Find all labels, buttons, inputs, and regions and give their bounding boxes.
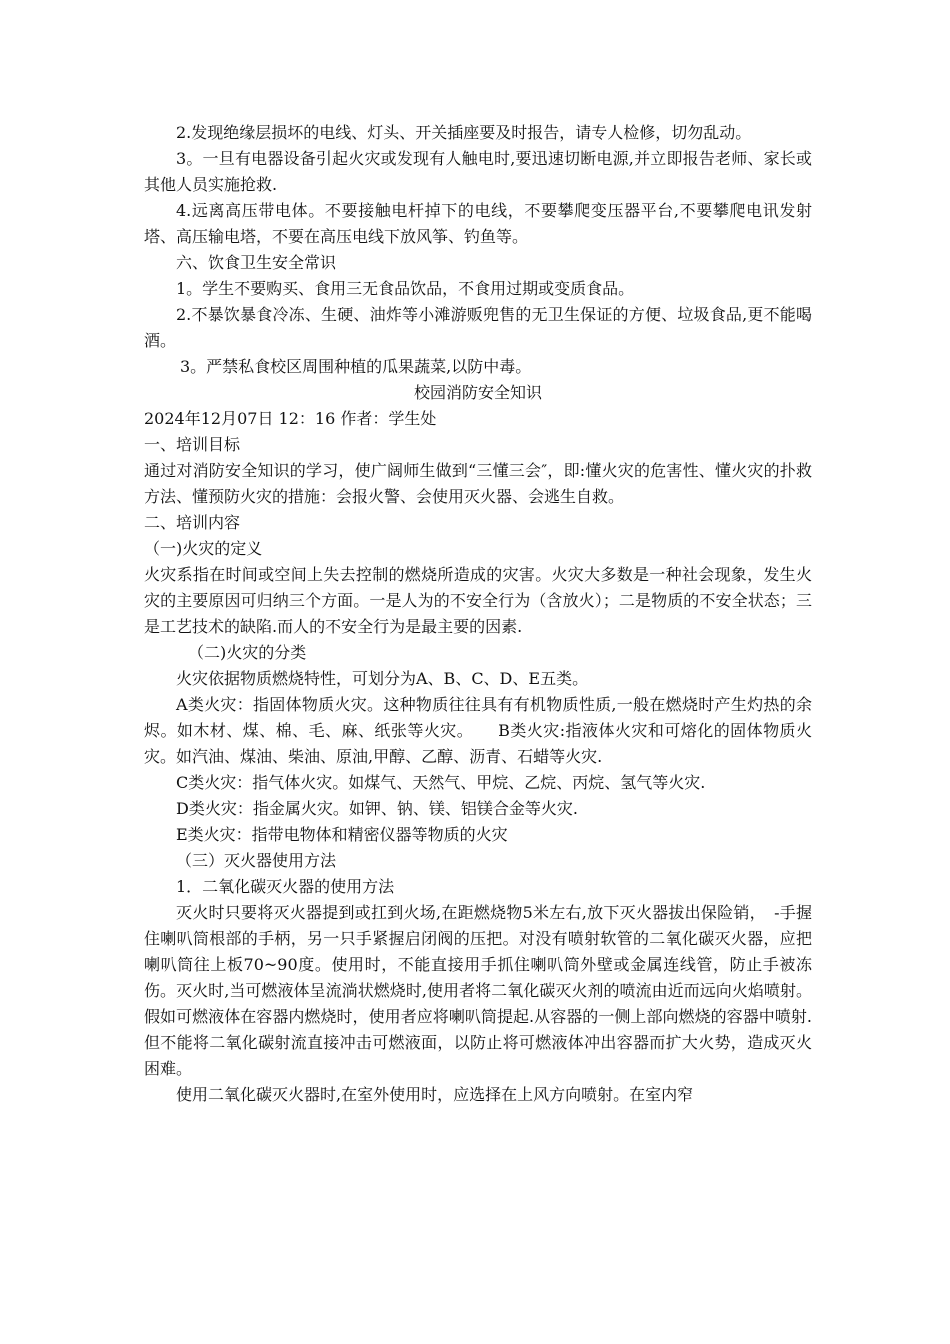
heading-co2-usage: 1．二氧化碳灭火器的使用方法 — [176, 877, 395, 896]
paragraph-electric-3: 3。一旦有电器设备引起火灾或发现有人触电时,要迅速切断电源,并立即报告老师、家长或其他人员实施抢救. — [144, 149, 812, 194]
paragraph-class-d: D类火灾：指金属火灾。如钾、钠、镁、铝镁合金等火灾. — [176, 799, 578, 818]
document-title: 校园消防安全知识 — [413, 383, 542, 402]
paragraph-training-goal: 通过对消防安全知识的学习，使广阔师生做到“三懂三会″，即:懂火灾的危害性、懂火灾的扑救方法、懂预防火灾的措施：会报火警、会使用灭火器、会逃生自救。 — [144, 461, 812, 506]
paragraph-electric-4: 4.远离高压带电体。不要接触电杆掉下的电线，不要攀爬变压器平台,不要攀爬电讯发射塔、高压输电塔，不要在高压电线下放风筝、钓鱼等。 — [144, 201, 812, 246]
heading-fire-definition: （一)火灾的定义 — [144, 539, 263, 558]
document-page — [144, 120, 812, 1108]
paragraph-class-e: E类火灾：指带电物体和精密仪器等物质的火灾 — [176, 825, 508, 844]
paragraph-co2-outdoor: 使用二氧化碳灭火器时,在室外使用时，应选择在上风方向喷射。在室内窄 — [176, 1085, 694, 1104]
heading-training-goal: 一、培训目标 — [144, 435, 241, 454]
paragraph-food-2: 2.不暴饮暴食冷冻、生硬、油炸等小滩游贩兜售的无卫生保证的方便、垃圾食品,更不能喝酒。 — [144, 305, 812, 350]
paragraph-class-a-b: A类火灾：指固体物质火灾。这种物质往往具有有机物质性质,一般在燃烧时产生灼热的余烬。如木材、煤、棉、毛、麻、纸张等火灾。 B类火灾:指液体火灾和可熔化的固体物质火灾。如汽油、煤油、柴油、原油,甲醇、乙醇、沥青、石蜡等火灾. — [144, 695, 812, 766]
heading-training-content: 二、培训内容 — [144, 513, 241, 532]
heading-food-safety: 六、饮食卫生安全常识 — [176, 253, 337, 272]
paragraph-food-3: 3。严禁私食校区周围种植的瓜果蔬菜,以防中毒。 — [180, 357, 532, 376]
paragraph-electric-2: 2.发现绝缘层损坏的电线、灯头、开关插座要及时报告，请专人检修，切勿乱动。 — [176, 123, 752, 142]
paragraph-co2-usage: 灭火时只要将灭火器提到或扛到火场,在距燃烧物5米左右,放下灭火器拔出保险销， -手握住喇叭筒根部的手柄，另一只手紧握启闭阀的压把。对没有喷射软管的二氧化碳灭火器，应把喇叭筒往上板70~90度。使用时，不能直接用手抓住喇叭筒外壁或金属连线管，防止手被冻伤。灭火时,当可燃液体呈流淌状燃烧时,使用者将二氧化碳灭火剂的喷流由近而远向火焰喷射。假如可燃液体在容器内燃烧时，使用者应将喇叭筒提起.从容器的一侧上部向燃烧的容器中喷射.但不能将二氧化碳射流直接冲击可燃液面，以防止将可燃液体冲出容器而扩大火势，造成灭火困难。 — [144, 903, 812, 1078]
document-meta: 2024年12月07日 12：16 作者：学生处 — [144, 409, 437, 428]
paragraph-fire-definition: 火灾系指在时间或空间上失去控制的燃烧所造成的灾害。火灾大多数是一种社会现象，发生火灾的主要原因可归纳三个方面。一是人为的不安全行为（含放火）；二是物质的不安全状态；三是工艺技术的缺陷.而人的不安全行为是最主要的因素. — [144, 565, 812, 636]
heading-fire-classification: （二)火灾的分类 — [188, 643, 307, 662]
paragraph-fire-classes: 火灾依据物质燃烧特性，可划分为A、B、C、D、E五类。 — [176, 669, 589, 688]
paragraph-class-c: C类火灾：指气体火灾。如煤气、天然气、甲烷、乙烷、丙烷、氢气等火灾. — [176, 773, 706, 792]
paragraph-food-1: 1。学生不要购买、食用三无食品饮品，不食用过期或变质食品。 — [176, 279, 635, 298]
heading-extinguisher-usage: （三）灭火器使用方法 — [176, 851, 337, 870]
